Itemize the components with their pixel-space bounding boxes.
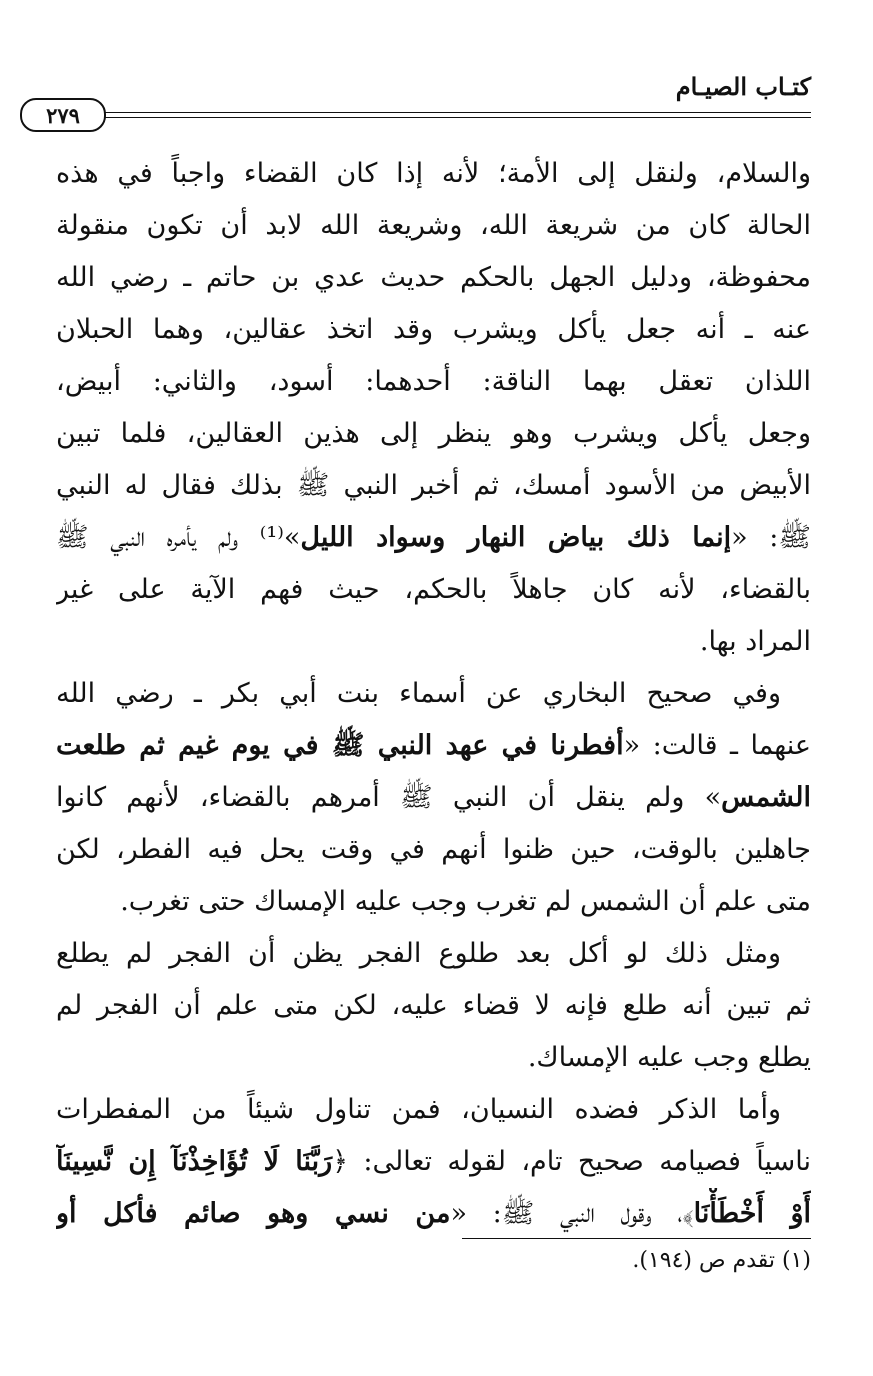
text-line bbox=[56, 720, 811, 772]
text-line bbox=[56, 1136, 811, 1188]
text-line: جاهلين بالوقت، حين ظنوا أنهم في وقت يحل فيه الفطر، لكن bbox=[56, 834, 811, 865]
hadith-quote: إنما ذلك بياض النهار وسواد الليل bbox=[300, 522, 732, 553]
text-run: عنهما ـ قالت: « bbox=[623, 730, 811, 761]
text-line: بالقضاء، لأنه كان جاهلاً بالحكم، حيث فهم الآية على غير bbox=[56, 574, 811, 605]
hadith-quote: من نسي وهو صائم فأكل أو bbox=[56, 1198, 451, 1229]
quran-verse: أَوْ أَخْطَأْنَا bbox=[693, 1198, 811, 1229]
footnote-rule bbox=[462, 1238, 811, 1239]
text-run: ﴾، وقول النبي ﷺ: « bbox=[450, 1198, 694, 1229]
text-line: المراد بها. bbox=[699, 626, 811, 657]
text-line: والسلام، ولنقل إلى الأمة؛ لأنه إذا كان القضاء واجباً في هذه bbox=[56, 158, 811, 189]
text-line: وجعل يأكل ويشرب وهو ينظر إلى هذين العقالين، فلما تبين bbox=[56, 418, 811, 449]
page-number-badge bbox=[20, 98, 106, 132]
text-line: وفي صحيح البخاري عن أسماء بنت أبي بكر ـ رضي الله bbox=[56, 678, 781, 709]
text-line: عنه ـ أنه جعل يأكل ويشرب وقد اتخذ عقالين، وهما الحبلان bbox=[56, 314, 811, 345]
text-line: محفوظة، ودليل الجهل بالحكم حديث عدي بن حاتم ـ رضي الله bbox=[56, 262, 811, 293]
text-run: ناسياً فصيامه صحيح تام، لقوله تعالى: ﴿ bbox=[332, 1146, 811, 1177]
header-rule bbox=[100, 112, 811, 113]
text-line: الحالة كان من شريعة الله، وشريعة الله لابد أن تكون منقولة bbox=[56, 210, 811, 241]
text-line: متى علم أن الشمس لم تغرب وجب عليه الإمساك حتى تغرب. bbox=[120, 886, 811, 917]
text-run: ﷺ: « bbox=[731, 522, 811, 553]
hadith-quote: أفطرنا في عهد النبي ﷺ في يوم غيم ثم طلعت bbox=[56, 730, 624, 761]
quran-verse: رَبَّنَا لَا تُؤَاخِذْنَآ إِن نَّسِينَآ bbox=[56, 1146, 333, 1177]
text-line: وأما الذكر فضده النسيان، فمن تناول شيئاً من المفطرات bbox=[56, 1094, 781, 1125]
header-rule-double bbox=[100, 117, 811, 118]
text-line: ثم تبين أنه طلع فإنه لا قضاء عليه، لكن متى علم أن الفجر لم bbox=[56, 990, 811, 1021]
running-title: كتـاب الصيـام bbox=[675, 72, 811, 101]
body-text bbox=[56, 148, 811, 1240]
text-line bbox=[56, 772, 811, 824]
text-line: يطلع وجب عليه الإمساك. bbox=[527, 1042, 811, 1073]
hadith-quote: الشمس bbox=[721, 782, 811, 813]
text-run: »⁽¹⁾ ولم يأمره النبي ﷺ bbox=[56, 522, 301, 553]
text-run: » ولم ينقل أن النبي ﷺ أمرهم بالقضاء، لأنهم كانوا bbox=[56, 782, 722, 813]
page-number: ٢٧٩ bbox=[46, 102, 80, 128]
text-line: الأبيض من الأسود أمسك، ثم أخبر النبي ﷺ بذلك فقال له النبي bbox=[56, 470, 811, 501]
text-line: ومثل ذلك لو أكل بعد طلوع الفجر يظن أن الفجر لم يطلع bbox=[56, 938, 781, 969]
text-line bbox=[56, 1188, 811, 1240]
footnote: (١) تقدم ص (١٩٤). bbox=[632, 1248, 811, 1273]
text-line: اللذان تعقل بهما الناقة: أحدهما: أسود، والثاني: أبيض، bbox=[56, 366, 811, 397]
text-line bbox=[56, 512, 811, 564]
